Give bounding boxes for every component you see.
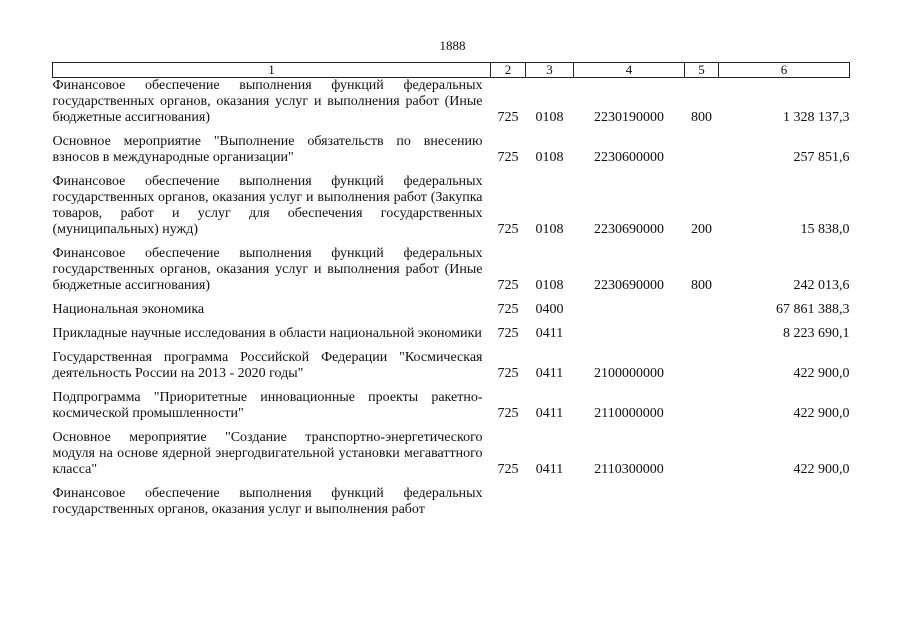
row-section-code: 0400 (535, 302, 564, 317)
row-amount: 422 900,0 (793, 462, 850, 477)
row-name: Финансовое обеспечение выполнения функций федеральных государственных органов, оказания услуг и выполнения работ (Закупка товаров, работ и услуг для обеспечения государственных (муниципальных) нужд) (52, 174, 483, 237)
row-amount: 242 013,6 (793, 278, 850, 293)
table-row (53, 238, 850, 294)
row-target-article-code: 2230690000 (594, 278, 664, 293)
table-header (53, 63, 850, 78)
row-section-code: 0411 (535, 462, 564, 477)
header-row (53, 63, 850, 78)
row-expense-type-code (685, 342, 719, 382)
row-name: Финансовое обеспечение выполнения функций федеральных государственных органов, оказания услуг и выполнения работ (52, 486, 483, 517)
row-name: Основное мероприятие "Создание транспортно-энергетического модуля на основе ядерной энергодвигательной установки мегаваттного класса" (52, 430, 483, 477)
header-col-3: 3 (526, 63, 574, 78)
row-amount: 67 861 388,3 (776, 302, 850, 317)
row-amount: 422 900,0 (793, 406, 850, 421)
row-amount (719, 478, 850, 518)
row-ved-code: 725 (497, 462, 519, 477)
header-col-2: 2 (491, 63, 526, 78)
row-target-article-code: 2230690000 (594, 222, 664, 237)
row-ved-code: 725 (497, 110, 519, 125)
table-row (53, 478, 850, 518)
table-row (53, 382, 850, 422)
row-target-article-code: 2110000000 (594, 406, 664, 421)
row-target-article-code: 2100000000 (594, 366, 664, 381)
row-amount: 257 851,6 (793, 150, 850, 165)
row-name: Основное мероприятие "Выполнение обязательств по внесению взносов в международные организации" (52, 134, 483, 165)
row-target-article-code: 2230190000 (594, 110, 664, 125)
row-expense-type-code: 800 (691, 110, 712, 125)
header-col-6: 6 (719, 63, 850, 78)
table-row (53, 166, 850, 238)
header-col-5: 5 (685, 63, 719, 78)
header-col-4: 4 (574, 63, 685, 78)
row-section-code: 0411 (535, 406, 564, 421)
row-section-code: 0108 (535, 150, 564, 165)
row-target-article-code: 2230600000 (594, 150, 664, 165)
table-row (53, 78, 850, 127)
row-ved-code: 725 (497, 150, 519, 165)
row-expense-type-code: 200 (691, 222, 712, 237)
row-target-article-code (574, 478, 685, 518)
row-expense-type-code (685, 318, 719, 342)
row-ved-code: 725 (497, 222, 519, 237)
row-section-code: 0108 (535, 222, 564, 237)
row-amount: 15 838,0 (800, 222, 850, 237)
row-target-article-code (574, 294, 685, 318)
row-target-article-code: 2110300000 (594, 462, 664, 477)
row-amount: 8 223 690,1 (783, 326, 850, 341)
row-name: Финансовое обеспечение выполнения функций федеральных государственных органов, оказания услуг и выполнения работ (Иные бюджетные ассигнования) (52, 246, 483, 293)
table-row (53, 342, 850, 382)
header-col-1: 1 (53, 63, 491, 78)
row-amount: 1 328 137,3 (783, 110, 850, 125)
table-body (53, 78, 850, 519)
row-ved-code: 725 (497, 278, 519, 293)
table-row (53, 318, 850, 342)
table-row (53, 294, 850, 318)
row-section-code: 0411 (535, 326, 564, 341)
row-expense-type-code (685, 126, 719, 166)
row-ved-code: 725 (497, 366, 519, 381)
row-ved-code (491, 478, 526, 518)
row-ved-code: 725 (497, 302, 519, 317)
row-ved-code: 725 (497, 406, 519, 421)
row-section-code: 0108 (535, 110, 564, 125)
row-expense-type-code: 800 (691, 278, 712, 293)
table-row (53, 422, 850, 478)
page-number: 1888 (439, 38, 466, 53)
row-name: Финансовое обеспечение выполнения функций федеральных государственных органов, оказания услуг и выполнения работ (Иные бюджетные ассигнования) (52, 78, 483, 125)
row-name: Прикладные научные исследования в области национальной экономики (52, 326, 482, 341)
row-section-code: 0411 (535, 366, 564, 381)
row-section-code: 0108 (535, 278, 564, 293)
table-row (53, 126, 850, 166)
row-expense-type-code (685, 294, 719, 318)
row-target-article-code (574, 318, 685, 342)
row-expense-type-code (685, 382, 719, 422)
row-name: Подпрограмма "Приоритетные инновационные проекты ракетно-космической промышленности" (52, 390, 483, 421)
row-expense-type-code (685, 422, 719, 478)
row-section-code (526, 478, 574, 518)
row-ved-code: 725 (497, 326, 519, 341)
row-name: Национальная экономика (52, 302, 205, 317)
budget-table (52, 62, 850, 518)
row-name: Государственная программа Российской Федерации "Космическая деятельность России на 2013 - 2020 годы" (52, 350, 483, 381)
row-amount: 422 900,0 (793, 366, 850, 381)
row-expense-type-code (685, 478, 719, 518)
